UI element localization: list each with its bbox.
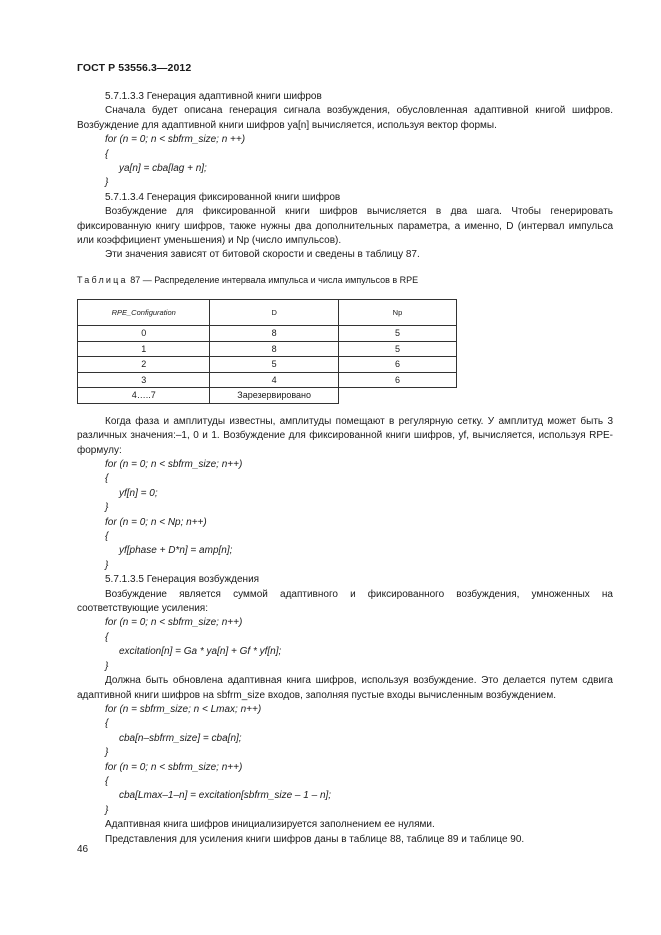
code-line: cba[n–sbfrm_size] = cba[n]; bbox=[119, 732, 242, 744]
code-line: { bbox=[105, 531, 109, 543]
table-caption bbox=[77, 273, 613, 287]
code-line: for (n = 0; n < Np; n++) bbox=[105, 516, 207, 528]
code-line: { bbox=[105, 148, 109, 160]
code-line: } bbox=[105, 177, 109, 189]
code-line: for (n = 0; n < sbfrm_size; n++) bbox=[105, 761, 243, 773]
page-number: 46 bbox=[77, 844, 89, 855]
table-cell: 5 bbox=[338, 341, 456, 357]
table-cell: 0 bbox=[78, 326, 210, 342]
table-cell: 8 bbox=[210, 341, 339, 357]
code-line: for (n = sbfrm_size; n < Lmax; n++) bbox=[105, 703, 262, 715]
table-cell: 6 bbox=[338, 357, 456, 373]
section-heading: 5.7.1.3.5 Генерация возбуждения bbox=[105, 574, 260, 586]
table-row bbox=[78, 388, 457, 404]
code-line: } bbox=[105, 747, 109, 759]
document-header: ГОСТ Р 53556.3—2012 bbox=[77, 62, 192, 74]
table-caption-text: 87 — Распределение интервала импульса и числа импульсов в RPE bbox=[127, 274, 419, 285]
section-heading: 5.7.1.3.3 Генерация адаптивной книги шифров bbox=[105, 91, 322, 102]
table-cell: 4 bbox=[210, 372, 339, 388]
code-line: { bbox=[105, 473, 109, 485]
code-line: yf[phase + D*n] = amp[n]; bbox=[119, 545, 233, 557]
code-line: ya[n] = cba[lag + n]; bbox=[119, 163, 207, 175]
code-line: } bbox=[105, 559, 109, 571]
paragraph: Представления для усиления книги шифров даны в таблице 88, таблице 89 и таблице 90. bbox=[105, 833, 525, 845]
code-line: cba[Lmax–1–n] = excitation[sbfrm_size – 1 – n]; bbox=[119, 790, 332, 802]
table-header-cell: RPE_Configuration bbox=[78, 300, 210, 326]
paragraph: Возбуждение является суммой адаптивного и фиксированного возбуждения, умноженных на соответствующие усиления: bbox=[77, 588, 613, 615]
paragraph: Адаптивная книга шифров инициализируется заполнением ее нулями. bbox=[105, 819, 435, 831]
paragraph: Сначала будет описана генерация сигнала возбуждения, обусловленная адаптивной книгой шифров. Возбуждение для адаптивной книги шифров ya[n] вычисляется, используя вектор формы. bbox=[77, 105, 613, 131]
code-line: yf[n] = 0; bbox=[119, 487, 158, 499]
table-cell: 8 bbox=[210, 326, 339, 342]
table-row bbox=[78, 357, 457, 373]
code-line: { bbox=[105, 775, 109, 787]
table-cell: 5 bbox=[210, 357, 339, 373]
code-line: } bbox=[105, 660, 109, 672]
paragraph: Когда фаза и амплитуды известны, амплитуды помещают в регулярную сетку. У амплитуд может быть 3 различных значения:–1, 0 и 1. Возбуждение для фиксированной книги шифров, yf, вычисляется, используя RPE-формулу: bbox=[77, 415, 613, 456]
table-header-cell: D bbox=[210, 300, 339, 326]
table-cell: Зарезервировано bbox=[210, 388, 339, 404]
page-content bbox=[77, 90, 613, 847]
section-heading: 5.7.1.3.4 Генерация фиксированной книги шифров bbox=[105, 191, 341, 203]
code-line: for (n = 0; n < sbfrm_size; n++) bbox=[105, 617, 243, 629]
code-line: { bbox=[105, 718, 109, 730]
code-line: { bbox=[105, 631, 109, 643]
table-cell: 4…..7 bbox=[78, 388, 210, 404]
paragraph: Эти значения зависят от битовой скорости и сведены в таблицу 87. bbox=[105, 249, 420, 261]
table-cell: 2 bbox=[78, 357, 210, 373]
table-cell: 3 bbox=[78, 372, 210, 388]
code-line: excitation[n] = Ga * ya[n] + Gf * yf[n]; bbox=[119, 646, 282, 658]
table-caption-word: Таблица bbox=[77, 274, 128, 285]
table-header-cell: Np bbox=[338, 300, 456, 326]
paragraph: Возбуждение для фиксированной книги шифров вычисляется в два шага. Чтобы генерировать фиксированную книгу шифров, также нужны два дополнительных параметра, а именно, D (интервал импульса или коэффициент уменьшения) и Np (число импульсов). bbox=[77, 206, 613, 247]
table-row bbox=[78, 341, 457, 357]
table-row bbox=[78, 326, 457, 342]
code-line: for (n = 0; n < sbfrm_size; n ++) bbox=[105, 134, 246, 146]
table-cell: 6 bbox=[338, 372, 456, 388]
paragraph: Должна быть обновлена адаптивная книга шифров, используя возбуждение. Это делается путем сдвига адаптивной книги шифров на sbfrm_size входов, заполняя пустые входы вычисленным возбуждением. bbox=[77, 675, 613, 701]
rpe-table bbox=[77, 299, 457, 404]
code-line: for (n = 0; n < sbfrm_size; n++) bbox=[105, 459, 243, 470]
code-line: } bbox=[105, 804, 109, 816]
table-cell bbox=[338, 388, 456, 404]
table-header-row bbox=[78, 300, 457, 326]
code-line: } bbox=[105, 502, 109, 514]
table-cell: 1 bbox=[78, 341, 210, 357]
table-row bbox=[78, 372, 457, 388]
table-cell: 5 bbox=[338, 326, 456, 342]
